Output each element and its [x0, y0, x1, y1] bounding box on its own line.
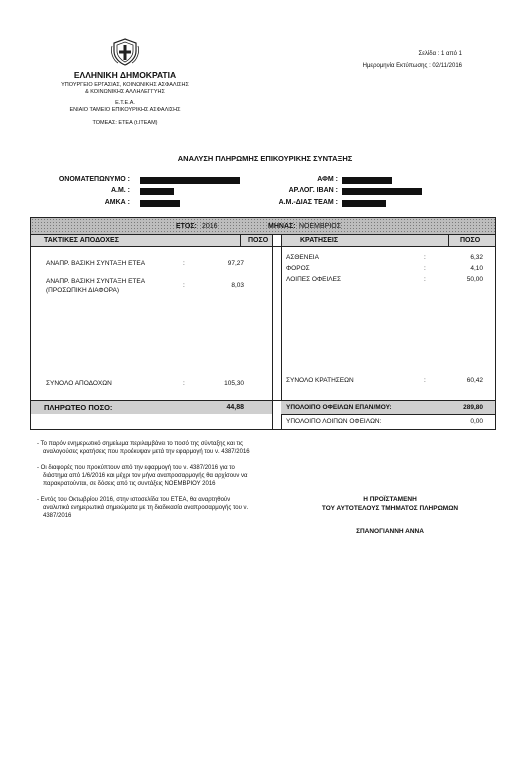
- am-team-label: Α.Μ.-ΔΙΑΣ ΤΕΑΜ :: [278, 199, 338, 206]
- ministry-line-2: & ΚΟΙΝΩΝΙΚΗΣ ΑΛΛΗΛΕΓΓΥΗΣ: [85, 89, 165, 95]
- earnings-amount-header: ΠΟΣΟ: [248, 237, 269, 244]
- deductions-amount-header: ΠΟΣΟ: [460, 237, 481, 244]
- deduction-item-value: 6,32: [470, 254, 483, 261]
- remaining2-value: 0,00: [470, 418, 483, 425]
- earnings-item-sep: :: [183, 260, 185, 267]
- month-label: ΜΗΝΑΣ:: [268, 223, 296, 230]
- amka-redaction: [140, 200, 180, 207]
- month-value: ΝΟΕΜΒΡΙΟΣ: [299, 223, 342, 230]
- deduction-item-value: 50,00: [466, 276, 483, 283]
- iban-label: ΑΡ.ΛΟΓ. IBAN :: [288, 187, 338, 194]
- deductions-total-sep: :: [424, 377, 426, 384]
- note-line: αναλυτικά ενημερωτικά σημειώματα με τη διαδικασία αναπροσαρμογής του ν.: [43, 505, 249, 511]
- earnings-header: ΤΑΚΤΙΚΕΣ ΑΠΟΔΟΧΕΣ: [44, 237, 119, 244]
- earnings-total-label: ΣΥΝΟΛΟ ΑΠΟΔΟΧΩΝ: [46, 380, 112, 387]
- iban-redaction: [342, 188, 422, 195]
- earnings-total-value: 105,30: [224, 380, 244, 387]
- earnings-item-label: ΑΝΑΠΡ. ΒΑΣΙΚΗ ΣΥΝΤΑΞΗ ΕΤΕΑ: [46, 260, 146, 267]
- earnings-item-sep: :: [183, 282, 185, 289]
- header-bottom-rule: [31, 246, 495, 247]
- deduction-item-label: ΛΟΙΠΕΣ ΟΦΕΙΛΕΣ: [286, 276, 341, 283]
- earnings-item-label-2: (ΠΡΟΣΩΠΙΚΗ ΔΙΑΦΟΡΑ): [46, 287, 119, 294]
- note-line: - Εντός του Οκτωβρίου 2016, στην ιστοσελίδα του ΕΤΕΑ, θα αναρτηθούν: [37, 497, 231, 503]
- am-label: Α.Μ. :: [110, 187, 130, 194]
- deduction-item-value: 4,10: [470, 265, 483, 272]
- republic-title: ΕΛΛΗΝΙΚΗ ΔΗΜΟΚΡΑΤΙΑ: [73, 70, 177, 80]
- deduction-item-sep: :: [424, 254, 426, 261]
- greek-coat-of-arms-icon: [110, 38, 140, 66]
- signature-title: Η ΠΡΟΪΣΤΑΜΕΝΗ: [363, 496, 417, 503]
- deductions-total-label: ΣΥΝΟΛΟ ΚΡΑΤΗΣΕΩΝ: [286, 377, 354, 384]
- signature-block: [300, 495, 480, 536]
- note: [37, 440, 297, 456]
- signature-name: ΣΠΑΝΟΓΙΑΝΝΗ ΑΝΝΑ: [356, 528, 424, 535]
- earnings-amount-divider: [240, 234, 241, 247]
- name-label: ΟΝΟΜΑΤΕΠΩΝΥΜΟ :: [58, 176, 130, 183]
- am-team-redaction: [342, 200, 386, 207]
- sector-label: ΤΟΜΕΑΣ: ΕΤΕΑ (t.ΙΤΕΑΜ): [92, 120, 158, 126]
- earnings-item-value: 97,27: [227, 260, 244, 267]
- deduction-item-label: ΦΟΡΟΣ: [286, 265, 310, 272]
- earnings-item-value: 8,03: [231, 282, 244, 289]
- remaining-rule: [281, 414, 495, 415]
- remaining-label: ΥΠΟΛΟΙΠΟ ΟΦΕΙΛΩΝ ΕΠΑΝ/ΜΟΥ:: [286, 404, 392, 411]
- deductions-header: ΚΡΑΤΗΣΕΙΣ: [300, 237, 339, 244]
- deduction-item-label: ΑΣΘΕΝΕΙΑ: [286, 254, 319, 261]
- payable-label: ΠΛΗΡΩΤΕΟ ΠΟΣΟ:: [44, 403, 113, 412]
- am-redaction: [140, 188, 174, 195]
- note: [37, 464, 297, 488]
- deductions-total-value: 60,42: [466, 377, 483, 384]
- document-title: ΑΝΑΛΥΣΗ ΠΛΗΡΩΜΗΣ ΕΠΙΚΟΥΡΙΚΗΣ ΣΥΝΤΑΞΗΣ: [177, 154, 353, 163]
- notes: [37, 440, 297, 520]
- org-name: ΕΝΙΑΙΟ ΤΑΜΕΙΟ ΕΠΙΚΟΥΡΙΚΗΣ ΑΣΦΑΛΙΣΗΣ: [69, 107, 181, 113]
- remaining2-label: ΥΠΟΛΟΙΠΟ ΛΟΙΠΩΝ ΟΦΕΙΛΩΝ:: [286, 418, 382, 425]
- note-line: - Οι διαφορές που προκύπτουν από την εφαρμογή του ν. 4387/2016 για το: [37, 465, 235, 471]
- page-number: Σελίδα : 1 από 1: [418, 51, 462, 57]
- note-line: 4387/2016: [43, 513, 72, 519]
- deduction-item-sep: :: [424, 265, 426, 272]
- year-label: ΕΤΟΣ:: [176, 223, 197, 230]
- payable-value: 44,88: [226, 404, 244, 411]
- afm-label: ΑΦΜ :: [317, 176, 338, 183]
- note-line: αναλογούσες κρατήσεις που προέκυψαν μετά την εφαρμογή του ν. 4387/2016: [43, 449, 250, 455]
- remaining-value: 289,80: [463, 404, 483, 411]
- note: [37, 496, 297, 520]
- payment-table: [30, 217, 496, 430]
- org-abbr: Ε.Τ.Ε.Α.: [115, 100, 135, 106]
- print-date: Ημερομηνία Εκτύπωσης : 02/11/2016: [362, 63, 462, 69]
- signature-department: ΤΟΥ ΑΥΤΟΤΕΛΟΥΣ ΤΜΗΜΑΤΟΣ ΠΛΗΡΩΜΩΝ: [321, 505, 459, 512]
- period-bar: [31, 218, 495, 234]
- note-line: παρακρατούνται, σε δόσεις από τις συντάξεις ΝΟΕΜΒΡΙΟΥ 2016: [43, 481, 216, 487]
- name-redaction: [140, 177, 240, 184]
- issuer-block: [40, 70, 210, 127]
- note-line: διάστημα από 1/6/2016 και μέχρι τον μήνα αναπροσαρμογής θα αρχίσουν να: [43, 473, 248, 479]
- note-line: - Το παρόν ενημερωτικό σημείωμα περιλαμβάνει το ποσό της σύνταξης και τις: [37, 441, 244, 447]
- earnings-item-label: ΑΝΑΠΡ. ΒΑΣΙΚΗ ΣΥΝΤΑΞΗ ΕΤΕΑ: [46, 278, 146, 285]
- deductions-amount-divider: [448, 234, 449, 247]
- amka-label: ΑΜΚΑ :: [104, 199, 130, 206]
- deduction-item-sep: :: [424, 276, 426, 283]
- year-value: 2016: [202, 223, 218, 230]
- ministry-line-1: ΥΠΟΥΡΓΕΙΟ ΕΡΓΑΣΙΑΣ, ΚΟΙΝΩΝΙΚΗΣ ΑΣΦΑΛΙΣΗΣ: [61, 82, 189, 88]
- afm-redaction: [342, 177, 392, 184]
- earnings-total-sep: :: [183, 380, 185, 387]
